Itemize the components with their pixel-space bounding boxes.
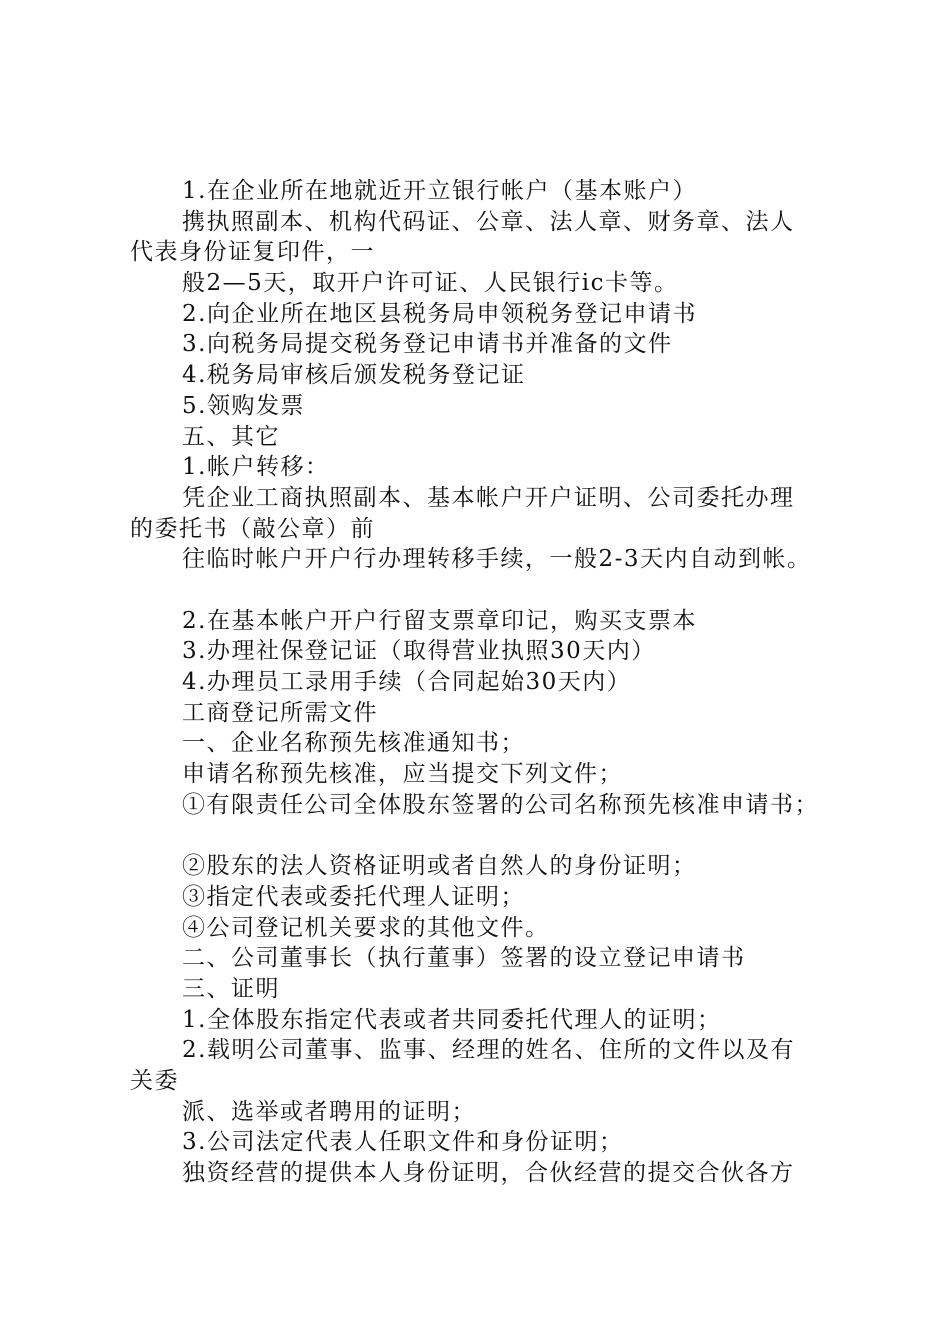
document-body [130, 176, 840, 1189]
body-line: ①有限责任公司全体股东签署的公司名称预先核准申请书； [182, 791, 819, 818]
body-line: 携执照副本、机构代码证、公章、法人章、财务章、法人 [182, 208, 795, 235]
body-line: 2.在基本帐户开户行留支票章印记，购买支票本 [182, 607, 697, 634]
body-line: 2.向企业所在地区县税务局申领税务登记申请书 [182, 300, 697, 327]
body-line: 关委 [130, 1067, 179, 1094]
body-line: 4.办理员工录用手续（合同起始30天内） [182, 669, 632, 695]
blank-line [130, 820, 840, 851]
body-line: 1.帐户转移： [182, 454, 330, 481]
body-line: 5.领购发票 [182, 392, 305, 419]
body-line: ③指定代表或委托代理人证明； [182, 883, 525, 910]
body-line: 的委托书（敲公章）前 [130, 515, 375, 542]
body-line: 一、企业名称预先核准通知书； [182, 730, 525, 757]
section-heading: 二、公司董事长（执行董事）签署的设立登记申请书 [182, 945, 746, 972]
section-heading: 五、其它 [182, 423, 280, 450]
body-line: ④公司登记机关要求的其他文件。 [182, 914, 550, 941]
body-line: 3.向税务局提交税务登记申请书并准备的文件 [182, 331, 673, 358]
body-line: 凭企业工商执照副本、基本帐户开户证明、公司委托办理 [182, 484, 795, 511]
section-heading: 三、证明 [182, 975, 280, 1002]
body-line: 派、选举或者聘用的证明； [182, 1098, 476, 1125]
body-line: 独资经营的提供本人身份证明，合伙经营的提交合伙各方 [182, 1160, 795, 1186]
body-line: 往临时帐户开户行办理转移手续，一般2-3天内自动到帐。 [182, 546, 812, 573]
body-line: 3.公司法定代表人任职文件和身份证明； [182, 1129, 624, 1156]
body-line: 代表身份证复印件，一 [130, 239, 375, 266]
body-line: 1.在企业所在地就近开立银行帐户（基本账户） [182, 178, 697, 204]
body-line: 3.办理社保登记证（取得营业执照30天内） [182, 638, 656, 665]
body-line: 般2—5天，取开户许可证、人民银行ic卡等。 [182, 270, 679, 297]
body-line: 4.税务局审核后颁发税务登记证 [182, 362, 526, 389]
blank-line [130, 575, 840, 606]
section-heading: 工商登记所需文件 [182, 699, 378, 726]
body-line: 申请名称预先核准，应当提交下列文件； [182, 761, 623, 788]
body-line: ②股东的法人资格证明或者自然人的身份证明； [182, 853, 697, 880]
body-line: 1.全体股东指定代表或者共同委托代理人的证明； [182, 1006, 722, 1033]
body-line: 2.载明公司董事、监事、经理的姓名、住所的文件以及有 [182, 1037, 795, 1064]
